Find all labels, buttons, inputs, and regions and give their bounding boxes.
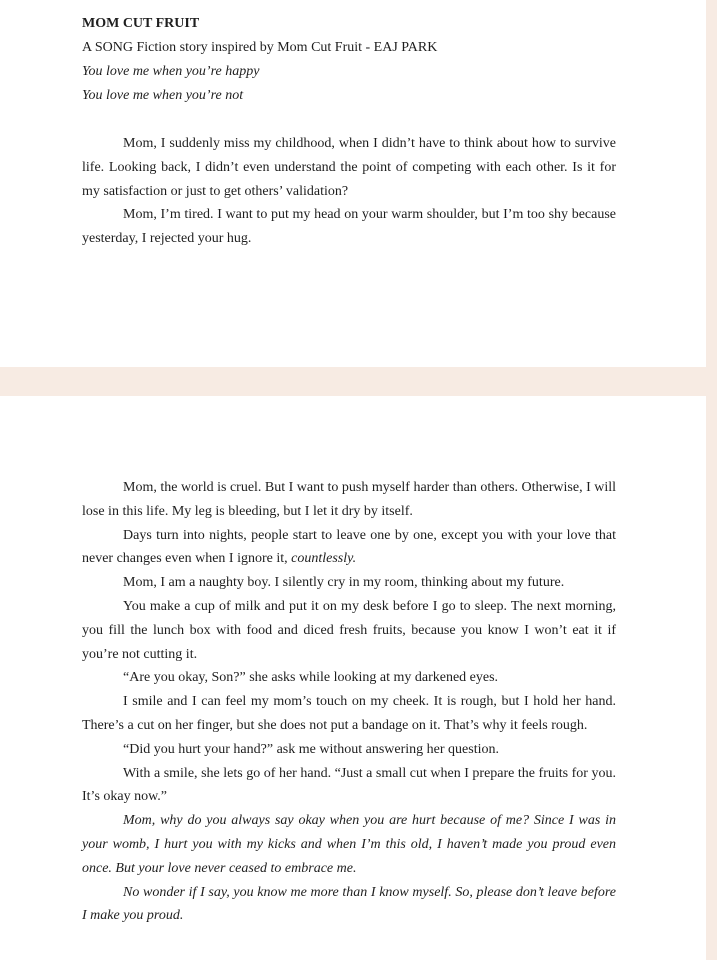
paragraph (82, 524, 616, 572)
paragraph: Mom, I’m tired. I want to put my head on your warm shoulder, but I’m too shy because yesterday, I rejected your hug. (82, 207, 616, 247)
lyric-line-2: You love me when you’re not (82, 88, 244, 103)
story-title: MOM CUT FRUIT (82, 16, 200, 31)
page-edge-margin (706, 0, 717, 960)
blank-line (82, 108, 616, 132)
paragraph-italic-text: countlessly. (291, 551, 357, 567)
document-page-1 (0, 0, 706, 367)
italic-paragraph: No wonder if I say, you know me more than I know myself. So, please don’t leave before I make you proud. (82, 884, 616, 924)
dialogue-paragraph: “Did you hurt your hand?” ask me without answering her question. (123, 741, 499, 757)
dialogue-paragraph: With a smile, she lets go of her hand. “Just a small cut when I prepare the fruits for you. It’s okay now.” (82, 765, 616, 805)
dialogue-paragraph: “Are you okay, Son?” she asks while looking at my darkened eyes. (123, 670, 499, 686)
paragraph: Mom, I suddenly miss my childhood, when I didn’t have to think about how to survive life. Looking back, I didn’t even understand the point of competing with each other. Is it for my satisfaction or just to get others’ validation? (82, 136, 616, 199)
paragraph: I smile and I can feel my mom’s touch on my cheek. It is rough, but I hold her hand. There’s a cut on her finger, but she does not put a bandage on it. That’s why it feels rough. (82, 694, 616, 733)
paragraph: Mom, I am a naughty boy. I silently cry in my room, thinking about my future. (123, 575, 565, 591)
paragraph: Mom, the world is cruel. But I want to push myself harder than others. Otherwise, I will lose in this life. My leg is bleeding, but I let it dry by itself. (82, 480, 617, 519)
document-page-2 (0, 396, 706, 960)
lyric-line-1: You love me when you’re happy (82, 64, 260, 79)
italic-paragraph: Mom, why do you always say okay when you are hurt because of me? Since I was in your womb, I hurt you with my kicks and when I’m this old, I haven’t made you proud even once. But your love never ceased to embrace me. (82, 813, 616, 876)
story-subtitle: A SONG Fiction story inspired by Mom Cut Fruit - EAJ PARK (82, 40, 438, 55)
paragraph: You make a cup of milk and put it on my desk before I go to sleep. The next morning, you fill the lunch box with food and diced fresh fruits, because you know I won’t eat it if you’re not cutting it. (82, 598, 616, 662)
paragraph-text: Days turn into nights, people start to leave one by one, except you with your love that never changes even when I ignore it, (82, 527, 616, 567)
